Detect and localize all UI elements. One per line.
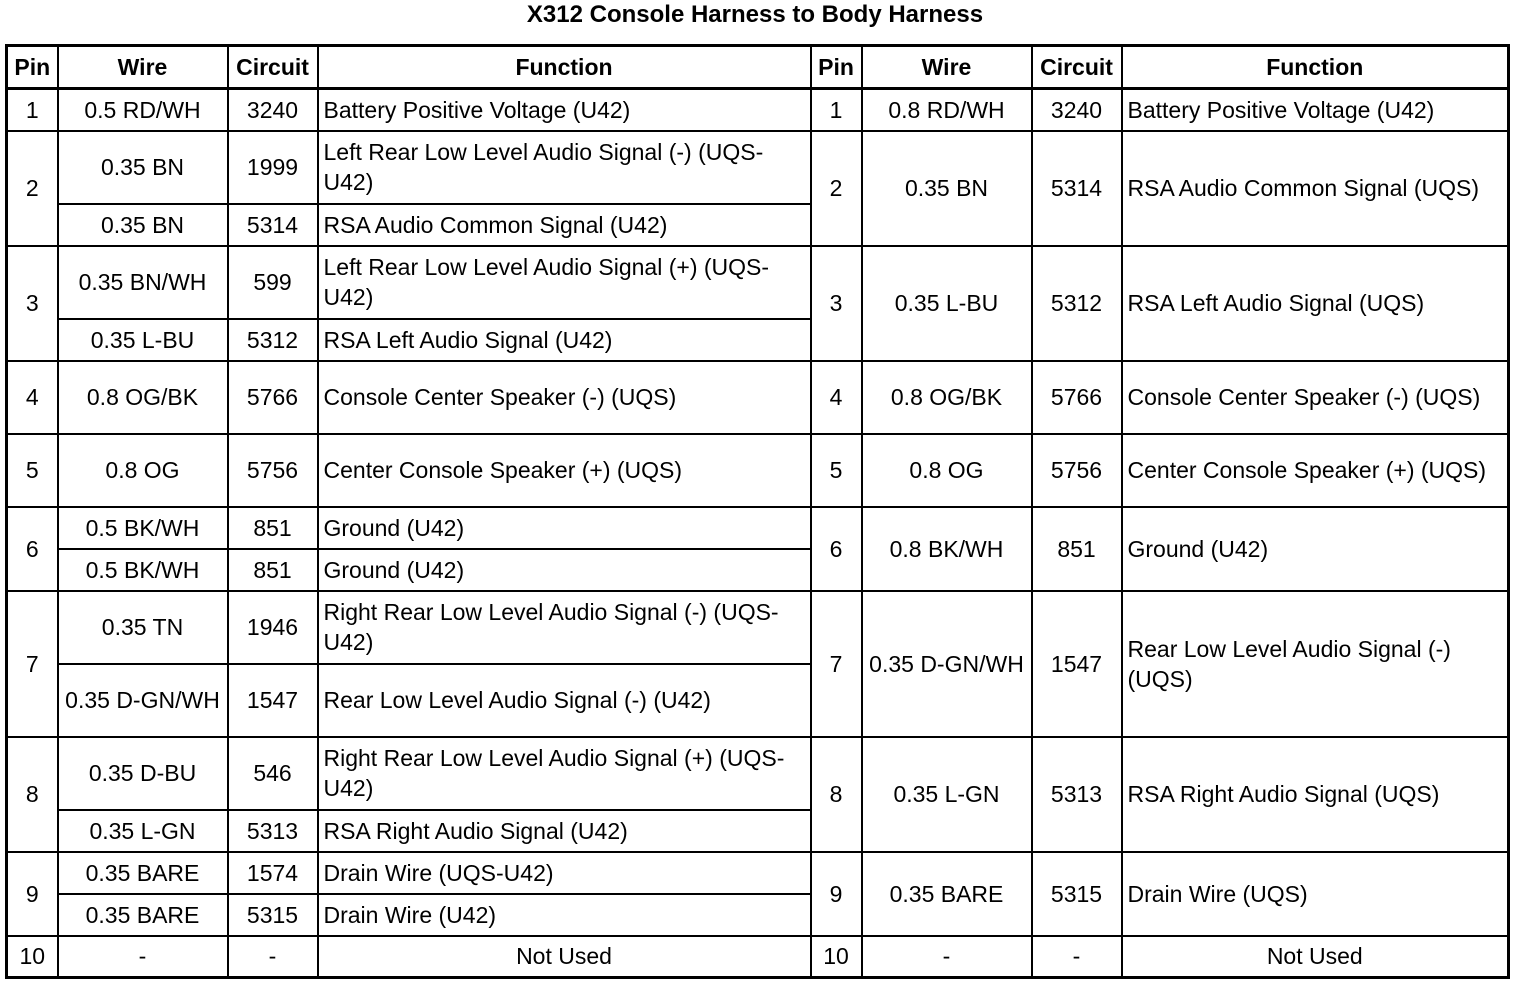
circuit-cell: 1999 bbox=[228, 131, 318, 204]
wire-cell: 0.35 BARE bbox=[58, 852, 228, 894]
circuit-cell: 1946 bbox=[228, 591, 318, 664]
pin-cell: 1 bbox=[7, 89, 58, 131]
function-cell: RSA Audio Common Signal (UQS) bbox=[1122, 131, 1509, 246]
wire-cell: 0.35 D-GN/WH bbox=[862, 591, 1032, 737]
function-cell: Rear Low Level Audio Signal (-) (U42) bbox=[318, 664, 811, 737]
header-pin: Pin bbox=[7, 46, 58, 89]
pin-cell: 2 bbox=[811, 131, 862, 246]
pin-cell: 3 bbox=[811, 246, 862, 361]
pin-cell: 7 bbox=[811, 591, 862, 737]
circuit-cell: 5312 bbox=[228, 319, 318, 361]
wire-cell: 0.8 RD/WH bbox=[862, 89, 1032, 131]
function-cell: Not Used bbox=[1122, 936, 1509, 978]
wire-cell: 0.35 BN/WH bbox=[58, 246, 228, 319]
circuit-cell: 5314 bbox=[228, 204, 318, 246]
circuit-cell: 5312 bbox=[1032, 246, 1122, 361]
header-circuit: Circuit bbox=[1032, 46, 1122, 89]
header-function: Function bbox=[1122, 46, 1509, 89]
function-cell: Ground (U42) bbox=[1122, 507, 1509, 591]
wire-cell: 0.35 BN bbox=[862, 131, 1032, 246]
circuit-cell: - bbox=[1032, 936, 1122, 978]
pin-cell: 10 bbox=[7, 936, 58, 978]
pin-cell: 5 bbox=[811, 434, 862, 507]
pin-cell: 6 bbox=[7, 507, 58, 591]
header-function: Function bbox=[318, 46, 811, 89]
circuit-cell: 5766 bbox=[228, 361, 318, 434]
wire-cell: 0.5 RD/WH bbox=[58, 89, 228, 131]
pin-cell: 8 bbox=[811, 737, 862, 852]
table-row bbox=[7, 361, 1509, 434]
circuit-cell: 5313 bbox=[1032, 737, 1122, 852]
table-row bbox=[7, 89, 1509, 131]
table-row bbox=[7, 852, 1509, 894]
wire-cell: 0.35 BN bbox=[58, 204, 228, 246]
table-row bbox=[7, 507, 1509, 549]
header-circuit: Circuit bbox=[228, 46, 318, 89]
circuit-cell: 851 bbox=[1032, 507, 1122, 591]
function-cell: Drain Wire (UQS-U42) bbox=[318, 852, 811, 894]
function-cell: Right Rear Low Level Audio Signal (+) (UQS-U42) bbox=[318, 737, 811, 810]
wire-cell: - bbox=[862, 936, 1032, 978]
function-cell: Left Rear Low Level Audio Signal (+) (UQS-U42) bbox=[318, 246, 811, 319]
function-cell: Ground (U42) bbox=[318, 507, 811, 549]
function-cell: Console Center Speaker (-) (UQS) bbox=[1122, 361, 1509, 434]
wire-cell: 0.8 OG/BK bbox=[862, 361, 1032, 434]
wire-cell: 0.8 BK/WH bbox=[862, 507, 1032, 591]
pin-cell: 9 bbox=[7, 852, 58, 936]
pin-cell: 4 bbox=[7, 361, 58, 434]
function-cell: Right Rear Low Level Audio Signal (-) (UQS-U42) bbox=[318, 591, 811, 664]
pin-cell: 1 bbox=[811, 89, 862, 131]
circuit-cell: 5315 bbox=[228, 894, 318, 936]
circuit-cell: 3240 bbox=[228, 89, 318, 131]
table-row bbox=[7, 131, 1509, 204]
pin-cell: 2 bbox=[7, 131, 58, 246]
circuit-cell: 1547 bbox=[1032, 591, 1122, 737]
circuit-cell: 3240 bbox=[1032, 89, 1122, 131]
pin-cell: 6 bbox=[811, 507, 862, 591]
pin-cell: 4 bbox=[811, 361, 862, 434]
function-cell: RSA Right Audio Signal (UQS) bbox=[1122, 737, 1509, 852]
function-cell: RSA Audio Common Signal (U42) bbox=[318, 204, 811, 246]
wire-cell: 0.35 L-GN bbox=[58, 810, 228, 852]
header-row bbox=[7, 46, 1509, 89]
wire-cell: 0.35 BN bbox=[58, 131, 228, 204]
table-row bbox=[7, 936, 1509, 978]
wire-cell: 0.5 BK/WH bbox=[58, 507, 228, 549]
wire-cell: 0.35 D-GN/WH bbox=[58, 664, 228, 737]
wire-cell: 0.35 BARE bbox=[58, 894, 228, 936]
function-cell: Drain Wire (U42) bbox=[318, 894, 811, 936]
pinout-table bbox=[5, 44, 1510, 979]
header-wire: Wire bbox=[58, 46, 228, 89]
function-cell: Battery Positive Voltage (U42) bbox=[1122, 89, 1509, 131]
pin-cell: 5 bbox=[7, 434, 58, 507]
function-cell: Drain Wire (UQS) bbox=[1122, 852, 1509, 936]
pin-cell: 8 bbox=[7, 737, 58, 852]
pin-cell: 7 bbox=[7, 591, 58, 737]
header-pin: Pin bbox=[811, 46, 862, 89]
function-cell: Rear Low Level Audio Signal (-) (UQS) bbox=[1122, 591, 1509, 737]
table-row bbox=[7, 434, 1509, 507]
wire-cell: 0.8 OG/BK bbox=[58, 361, 228, 434]
pin-cell: 3 bbox=[7, 246, 58, 361]
page-title: X312 Console Harness to Body Harness bbox=[526, 1, 984, 28]
pin-cell: 10 bbox=[811, 936, 862, 978]
function-cell: Center Console Speaker (+) (UQS) bbox=[318, 434, 811, 507]
wire-cell: 0.35 L-GN bbox=[862, 737, 1032, 852]
function-cell: Ground (U42) bbox=[318, 549, 811, 591]
function-cell: Battery Positive Voltage (U42) bbox=[318, 89, 811, 131]
circuit-cell: 5315 bbox=[1032, 852, 1122, 936]
wire-cell: 0.35 TN bbox=[58, 591, 228, 664]
function-cell: Console Center Speaker (-) (UQS) bbox=[318, 361, 811, 434]
circuit-cell: 851 bbox=[228, 549, 318, 591]
wire-cell: 0.35 L-BU bbox=[58, 319, 228, 361]
header-wire: Wire bbox=[862, 46, 1032, 89]
circuit-cell: 1547 bbox=[228, 664, 318, 737]
table-row bbox=[7, 246, 1509, 319]
function-cell: RSA Right Audio Signal (U42) bbox=[318, 810, 811, 852]
wire-cell: 0.5 BK/WH bbox=[58, 549, 228, 591]
wire-cell: 0.35 BARE bbox=[862, 852, 1032, 936]
function-cell: Center Console Speaker (+) (UQS) bbox=[1122, 434, 1509, 507]
wire-cell: 0.8 OG bbox=[862, 434, 1032, 507]
function-cell: Left Rear Low Level Audio Signal (-) (UQS-U42) bbox=[318, 131, 811, 204]
circuit-cell: 5314 bbox=[1032, 131, 1122, 246]
wire-cell: 0.35 D-BU bbox=[58, 737, 228, 810]
circuit-cell: 5756 bbox=[228, 434, 318, 507]
circuit-cell: 851 bbox=[228, 507, 318, 549]
circuit-cell: - bbox=[228, 936, 318, 978]
wire-cell: - bbox=[58, 936, 228, 978]
circuit-cell: 1574 bbox=[228, 852, 318, 894]
circuit-cell: 546 bbox=[228, 737, 318, 810]
wire-cell: 0.8 OG bbox=[58, 434, 228, 507]
circuit-cell: 5313 bbox=[228, 810, 318, 852]
table-row bbox=[7, 737, 1509, 810]
pin-cell: 9 bbox=[811, 852, 862, 936]
function-cell: RSA Left Audio Signal (U42) bbox=[318, 319, 811, 361]
circuit-cell: 599 bbox=[228, 246, 318, 319]
circuit-cell: 5756 bbox=[1032, 434, 1122, 507]
table-row bbox=[7, 591, 1509, 664]
circuit-cell: 5766 bbox=[1032, 361, 1122, 434]
function-cell: Not Used bbox=[318, 936, 811, 978]
wire-cell: 0.35 L-BU bbox=[862, 246, 1032, 361]
function-cell: RSA Left Audio Signal (UQS) bbox=[1122, 246, 1509, 361]
